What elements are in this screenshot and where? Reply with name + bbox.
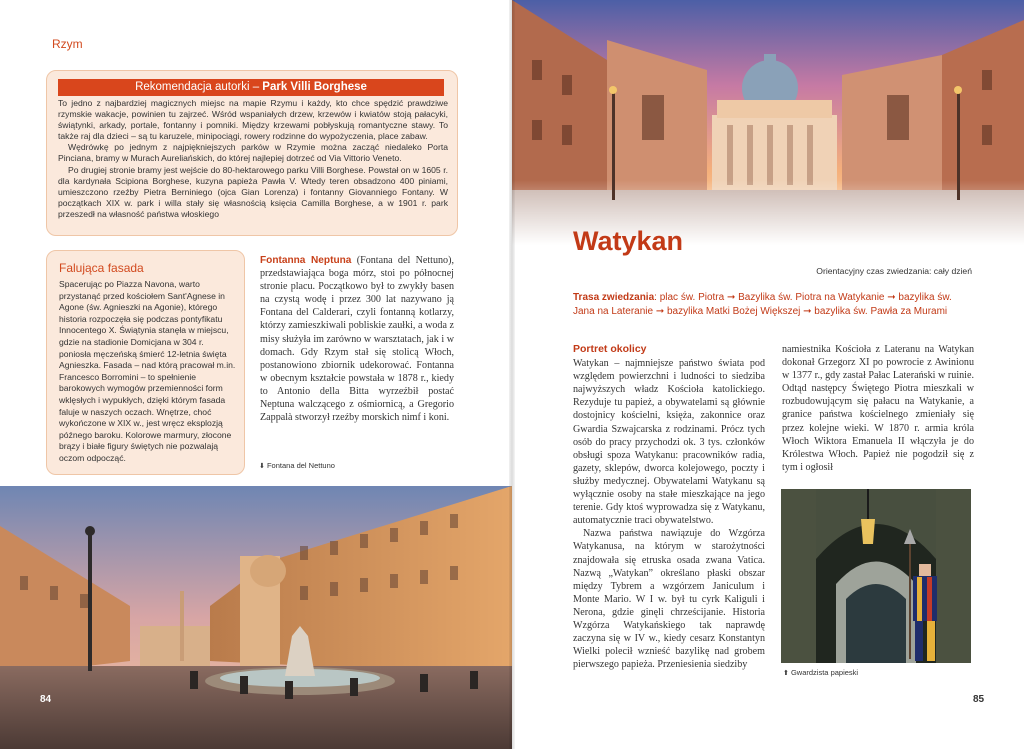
recommendation-heading-name: Park Villi Borghese: [262, 81, 367, 93]
facade-title: Falująca fasada: [59, 261, 144, 275]
visit-time: Orientacyjny czas zwiedzania: cały dzień: [816, 266, 972, 276]
portrait-paragraph: Watykan – najmniejsze państwo świata pod względem powierzchni i ludności to siedziba najwyższych władz Kościoła katolickiego. Rezyduje tu papież, a obywatelami są głównie dostojnicy kościelni, księża, zakonnice oraz Gwardia Szwajcarska z rodzinami. Prócz tych osób do pracy przychodzi ok. 3 tys. członków obsługi spoza Watykanu: pracowników radia, gazety, sklepów, dworca kolejowego, poczty i służby medycznej. Obywatelami Watykanu są wyłącznie osoby na stałe mieszkające na jego terenie. Gdy ktoś wyprowadza się z Watykanu, automatycznie traci obywatelstwo.: [573, 358, 765, 527]
facade-text: Spacerując po Piazza Navona, warto przystanąć przed kościołem Sant'Agnese in Agone (św. Agnieszki na Agonie), którego historia rozpoczęła się podczas pontyfikatu Innocentego X. Świątynia stanęła w miejscu, gdzie na stadionie Domicjana w 304 r. poniosła męczeńską śmierć 12-letnia święta Agnieszka. Fasada – nad którą pracował m.in. Francesco Borromini – to spełnienie barokowych wymogów przemienności form wklęsłych i wypukłych, dzięki którym fasada faluje w naszych oczach. Wnętrze, choć wykończone w XIX w., jest wręcz eksplozją późnego baroku. Kolorowe marmury, złocone brązy i białe figury świętych nie pozwalają oczom odpocząć.: [59, 279, 236, 463]
recommendation-text: [58, 98, 448, 220]
right-page: [512, 0, 1024, 749]
portrait-paragraph: Nazwa państwa nawiązuje do Wzgórza Watykanusa, na którym w starożytności znajdowała się etruska osada zwana Vatica. Nazwą „Watykan” określano płaski obszar między Tybrem a wzgórzem Janiculum i Monte Mario. W I w. był tu cyrk Kaliguli i Nerona, gdzie ginęli chrześcijanie. Historia Wzgórza Watykańskiego tak naprawdę zaczyna się w IV w., kiedy cesarz Konstantyn Wielki polecił wznieść bazylikę nad grobem pierwszego papieża. Przeniesienia siedziby: [573, 528, 765, 671]
visit-route: [573, 291, 975, 319]
fountain-body: (Fontana del Nettuno), przedstawiająca boga mórz, stoi po północnej stronie placu. Początkowo był to zwykły basen na czystą wodę i przez 300 lat nazywano ją Fontana del Calderari, czyli fontanną kotlarzy, którzy zamieszkiwali pobliskie zaułki, a woda z misy służyła im zarówno w warsztatach, jak i w domach. Gdy Rzym stał się stolicą Włoch, postanowiono zbiornik udekorować. Fontanna w obecnym kształcie powstała w 1878 r., kiedy to Antonio della Bitta wyrzeźbił postać Neptuna walczącego z ośmiornicą, a Gregorio Zappalà stworzył rzeźby morskich nimf i koni.: [260, 255, 454, 424]
portrait-column-2: namiestnika Kościoła z Lateranu na Watykan dokonał Grzegorz XI po powrocie z Awinionu w 1377 r., gdy zastał Pałac Laterański w ruinie. Odtąd następcy Świętego Piotra mieszkali w rozbudowującym się pałacu na Watykanie, a granice państwa kościelnego zmieniały się przez kolejne wieki. W 1870 r. armia króla Włoch Wiktora Emanuela II włączyła je do Królestwa Włoch. Papież nie pogodził się z tym i ogłosił: [782, 344, 974, 473]
guard-caption: [783, 668, 858, 677]
guard-caption-text: Gwardzista papieski: [790, 668, 859, 677]
fountain-name: Fontanna Neptuna: [260, 255, 352, 266]
recommendation-heading-prefix: Rekomendacja autorki –: [135, 81, 263, 93]
st-peters-square-photo: [512, 0, 1024, 245]
piazza-navona-photo: [0, 486, 512, 749]
page-number-left: 84: [40, 694, 52, 705]
portrait-heading: Portret okolicy: [573, 343, 647, 355]
fountain-caption-text: Fontana del Nettuno: [266, 461, 335, 470]
book-gutter: [509, 0, 515, 749]
page-title: Watykan: [573, 226, 684, 256]
portrait-column-1: [573, 343, 765, 671]
recommendation-paragraph: Wędrówkę po jednym z najpiękniejszych parków w Rzymie można zacząć niedaleko Porta Pinciana, bramy w Murach Aureliańskich, do której najlepiej dotrzeć od Via Vittorio Veneto.: [58, 142, 448, 164]
section-header: Rzym: [52, 37, 83, 51]
page-number-right: 85: [973, 694, 985, 705]
arrow-down-icon: ⬇: [259, 463, 265, 470]
fountain-text: [260, 254, 454, 424]
recommendation-paragraph: To jedno z najbardziej magicznych miejsc na mapie Rzymu i każdy, kto chce spędzić prawdziwe rzymskie wakacje, powinien tu zajrzeć. Wśród wspaniałych drzew, krzewów i kwiatów stoją pałacyki, świątynki, arkady, portale, fontanny i pomniki. Między krzewami pobłyskują romantyczne stawy. To także raj dla dzieci – są tu karuzele, minipociągi, rowery rodzinne do wypożyczenia, place zabaw.: [58, 98, 448, 142]
recommendation-heading: [58, 79, 444, 96]
recommendation-paragraph: Po drugiej stronie bramy jest wejście do 80-hektarowego parku Villi Borghese. Powstał on w 1605 r. dla kardynała Scipiona Borghese, kuzyna papieża Pawła V. Wtedy teren obsadzono 400 piniami, umieszczono rzeźby Pietra Berniniego (ojca Gian Lorenza) i fontanny Giovanniego Fontany. W początkach XIX w. park i willa stały się własnością księcia Camilla Borghese, a w 1901 r. park przeszedł na własność państwa włoskiego: [58, 164, 448, 219]
arrow-up-icon: ⬆: [783, 670, 789, 677]
swiss-guard-photo: [781, 489, 971, 663]
route-label: Trasa zwiedzania: [573, 292, 655, 303]
fountain-caption: [259, 461, 335, 470]
route-text: : plac św. Piotra ➞ Bazylika św. Piotra na Watykanie ➞ bazylika św. Jana na Lateranie ➞ bazylika Matki Bożej Większej ➞ bazylika św. Pawła za Murami: [573, 292, 952, 317]
